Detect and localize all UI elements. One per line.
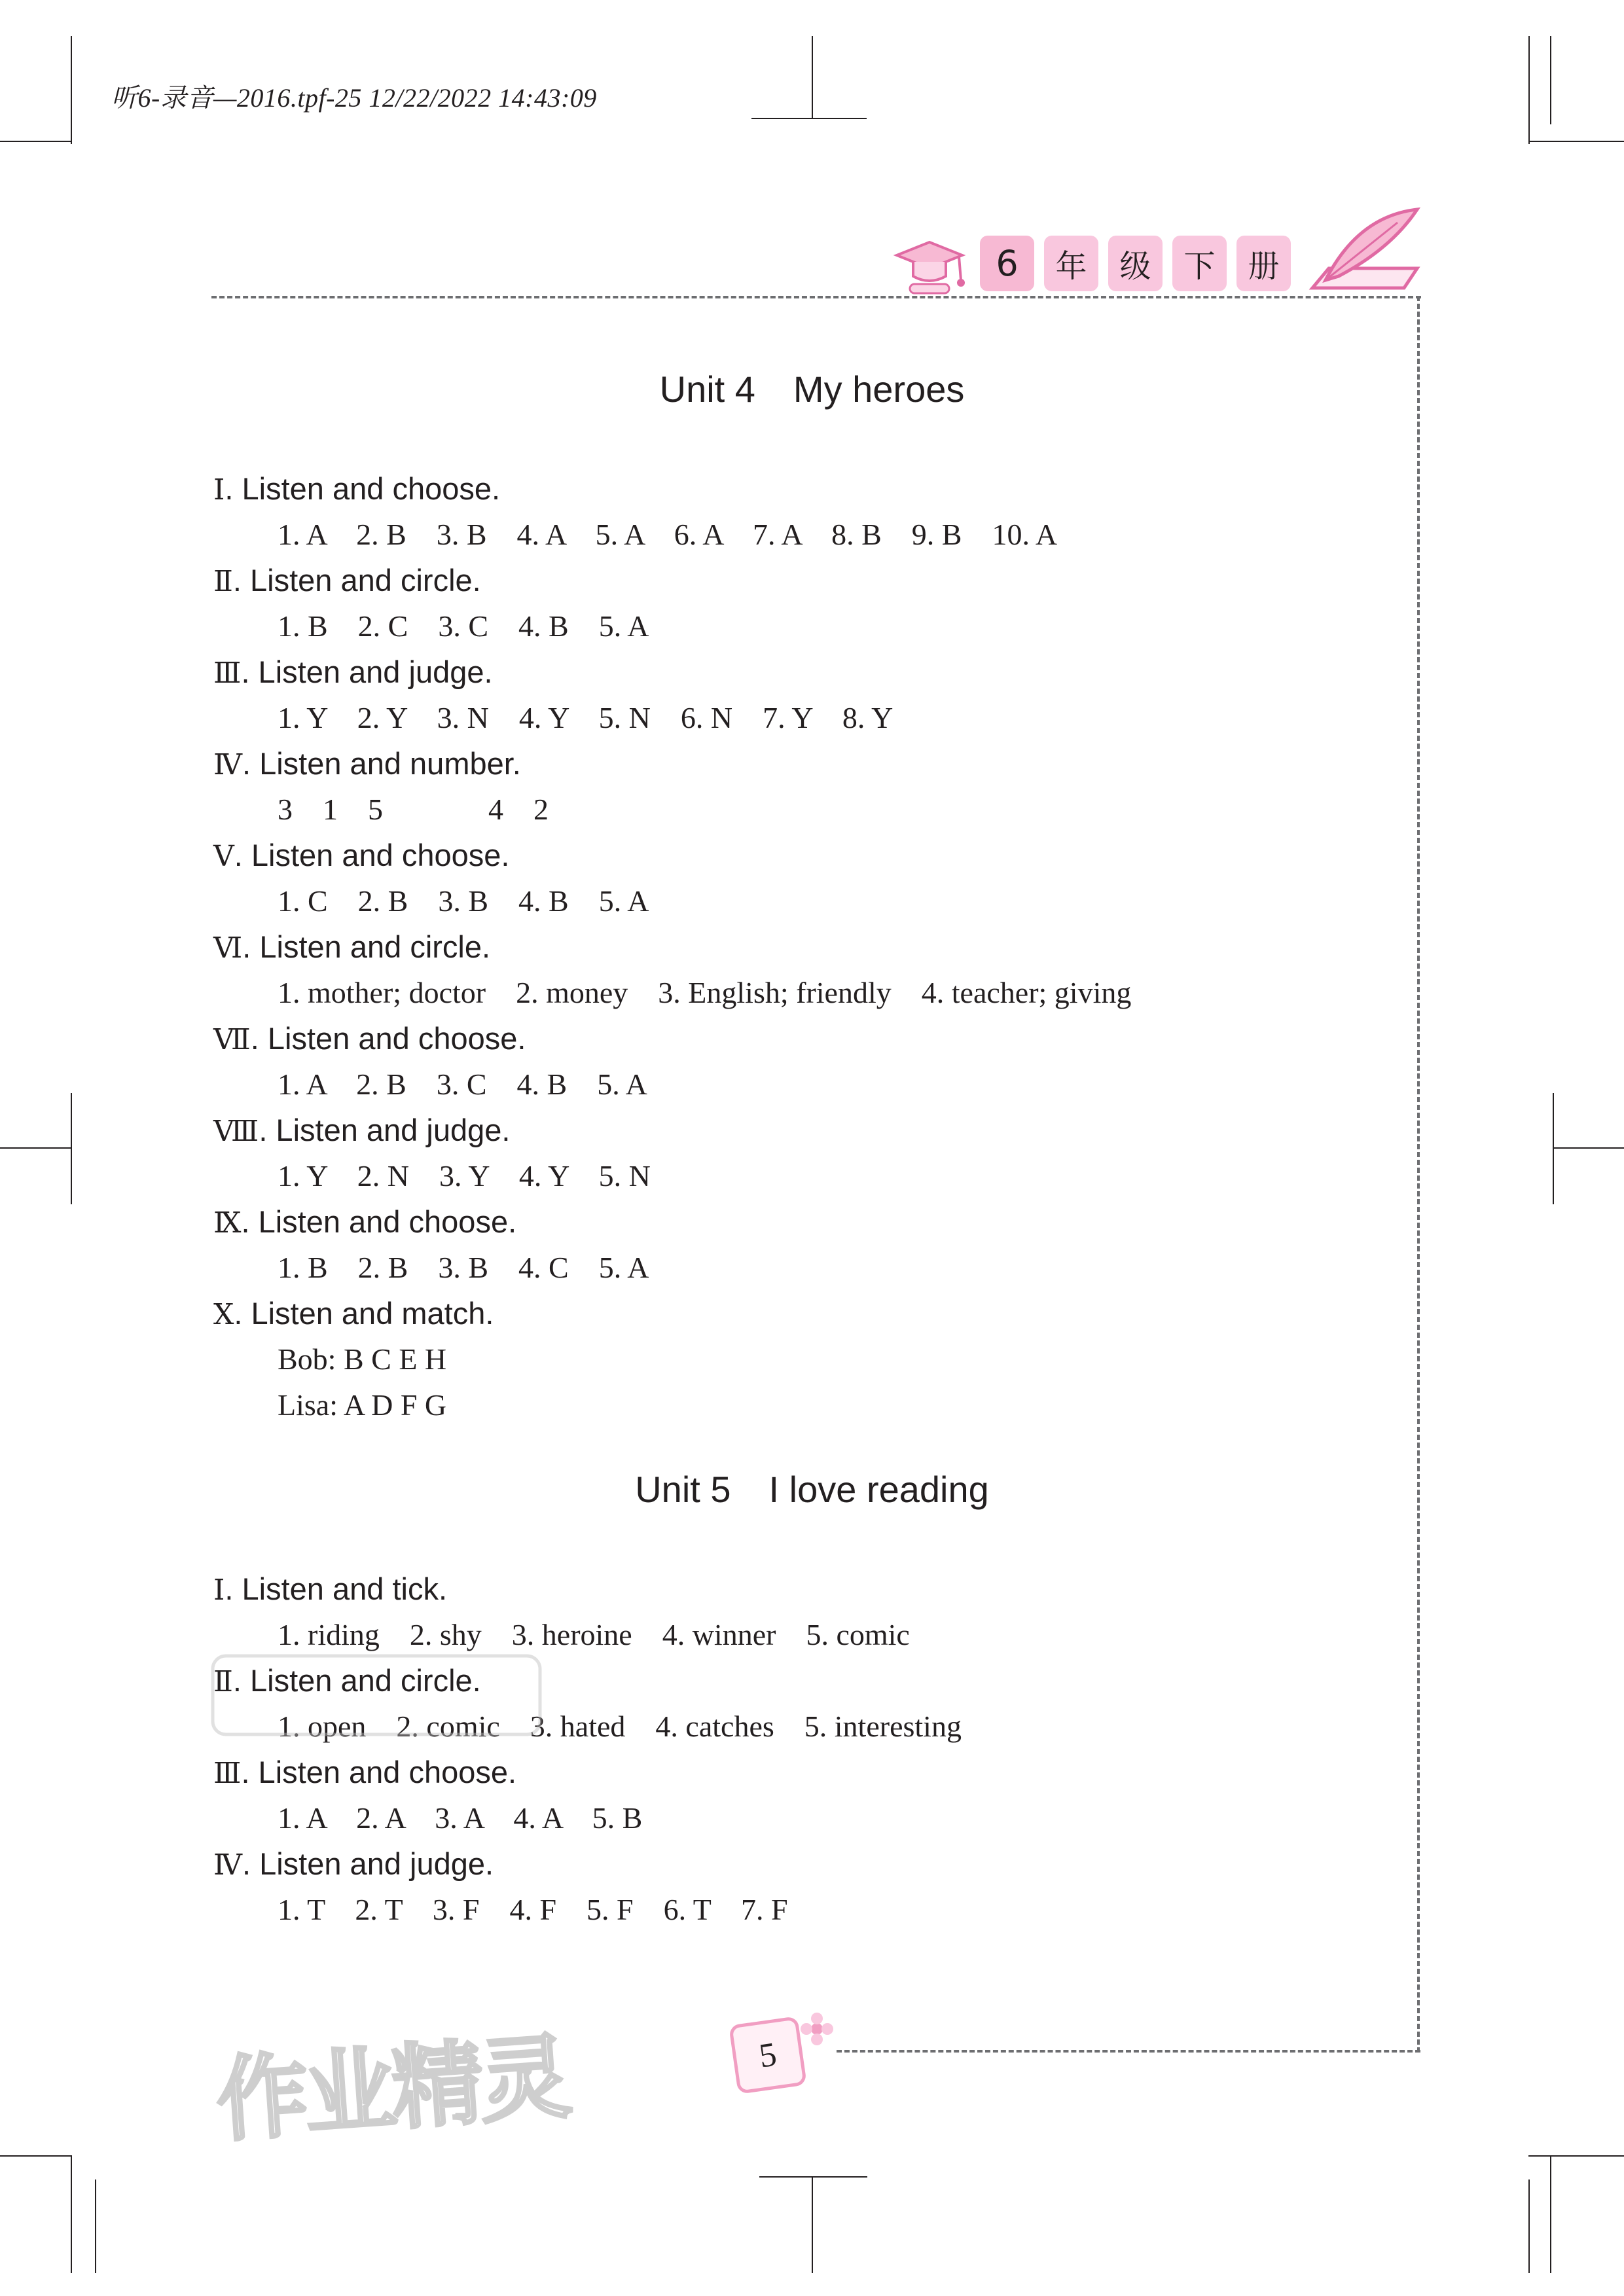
question-heading: [213, 466, 1131, 512]
crop-mark: [751, 118, 867, 119]
unit5-number: Unit 5: [635, 1469, 731, 1510]
crop-mark: [1550, 36, 1551, 124]
question-heading: [213, 924, 1131, 970]
answer-line: 1. A 2. A 3. A 4. A 5. B: [278, 1801, 643, 1835]
roman-numeral: Ⅱ: [213, 565, 233, 598]
crop-mark: [1528, 2155, 1624, 2157]
question-heading: [213, 833, 1131, 878]
instruction: . Listen and tick.: [225, 1571, 448, 1606]
roman-numeral: Ⅳ: [213, 1848, 242, 1882]
unit4-title: [0, 368, 1624, 410]
grade-badge: 级: [1108, 236, 1163, 291]
crop-mark: [1528, 36, 1530, 144]
answer-line: 1. B 2. B 3. B 4. C 5. A: [278, 1251, 649, 1284]
crop-mark: [1550, 2155, 1551, 2273]
roman-numeral: Ⅶ: [213, 1023, 251, 1056]
answer-line: 1. A 2. B 3. B 4. A 5. A 6. A 7. A 8. B 9. B 10. A: [278, 518, 1058, 551]
unit4-name: My heroes: [793, 368, 965, 410]
graduate-cap-icon: [890, 229, 975, 301]
crop-mark: [1553, 1093, 1554, 1204]
flower-icon: [797, 2009, 837, 2049]
watermark-logo: 作业精灵: [213, 2024, 571, 2155]
question-heading: [213, 1566, 962, 1612]
instruction: . Listen and choose.: [241, 1204, 517, 1239]
unit5-name: I love reading: [768, 1469, 989, 1510]
unit5-title: [0, 1468, 1624, 1511]
question-heading: [213, 1199, 1131, 1245]
crop-mark: [1528, 2179, 1530, 2273]
answer-line: 1. open 2. comic 3. hated 4. catches 5. interesting: [278, 1710, 962, 1743]
roman-numeral: Ⅳ: [213, 748, 242, 781]
grade-badge: 下: [1172, 236, 1227, 291]
instruction: . Listen and judge.: [241, 655, 493, 689]
answer-line: 1. A 2. B 3. C 4. B 5. A: [278, 1067, 647, 1101]
roman-numeral: Ⅴ: [213, 840, 234, 873]
page-border-top: [211, 296, 1421, 298]
instruction: . Listen and judge.: [242, 1846, 494, 1881]
crop-mark: [812, 36, 813, 119]
roman-numeral: Ⅸ: [213, 1206, 242, 1240]
question-heading: [213, 558, 1131, 603]
instruction: . Listen and number.: [242, 746, 521, 781]
answer-line: 1. riding 2. shy 3. heroine 4. winner 5. comic: [278, 1618, 910, 1651]
roman-numeral: Ⅲ: [213, 1757, 242, 1790]
instruction: . Listen and choose.: [250, 1021, 526, 1056]
instruction: . Listen and judge.: [259, 1113, 511, 1147]
roman-numeral: Ⅱ: [213, 1665, 233, 1698]
roman-numeral: Ⅰ: [213, 1573, 225, 1607]
grade-badges: [980, 236, 1291, 291]
answer-line: 1. Y 2. N 3. Y 4. Y 5. N: [278, 1159, 651, 1193]
crop-mark: [95, 2179, 96, 2273]
match-answer-lisa: Lisa: A D F G: [278, 1388, 447, 1422]
answer-line: 1. mother; doctor 2. money 3. English; friendly 4. teacher; giving: [278, 976, 1132, 1009]
crop-mark: [1553, 1147, 1624, 1149]
roman-numeral: Ⅵ: [213, 931, 243, 965]
match-answer-bob: Bob: B C E H: [278, 1342, 447, 1376]
instruction: . Listen and match.: [234, 1296, 494, 1331]
question-heading: [213, 1291, 1131, 1336]
roman-numeral: Ⅷ: [213, 1115, 259, 1148]
unit5-answers: [213, 1566, 962, 1933]
crop-mark: [71, 1093, 72, 1204]
crop-mark: [0, 2155, 72, 2157]
roman-numeral: Ⅲ: [213, 656, 242, 690]
page-border-right: [1417, 296, 1420, 2053]
grade-badge: 年: [1044, 236, 1098, 291]
watermark-mid: [206, 1643, 547, 1748]
question-heading: [213, 741, 1131, 787]
question-heading: [213, 1841, 962, 1887]
page-border-bottom: [837, 2050, 1420, 2053]
instruction: . Listen and circle.: [242, 929, 491, 964]
instruction: . Listen and choose.: [234, 838, 510, 872]
question-heading: [213, 649, 1131, 695]
instruction: . Listen and circle.: [232, 563, 481, 598]
roman-numeral: Ⅰ: [213, 473, 225, 507]
crop-mark: [1528, 141, 1624, 142]
crop-mark: [812, 2176, 813, 2273]
grade-number-badge: 6: [980, 236, 1034, 291]
quill-pen-icon: [1299, 203, 1424, 301]
unit4-answers: [213, 466, 1131, 1428]
answer-line: 1. Y 2. Y 3. N 4. Y 5. N 6. N 7. Y 8. Y: [278, 701, 893, 734]
question-heading: [213, 1107, 1131, 1153]
instruction: . Listen and choose.: [241, 1755, 517, 1789]
question-heading: [213, 1016, 1131, 1062]
answer-line: 1. B 2. C 3. C 4. B 5. A: [278, 609, 649, 643]
grade-badge: 册: [1236, 236, 1291, 291]
crop-mark: [71, 36, 72, 144]
answer-line: 1. T 2. T 3. F 4. F 5. F 6. T 7. F: [278, 1893, 788, 1926]
instruction: . Listen and choose.: [225, 471, 501, 506]
unit4-number: Unit 4: [659, 368, 755, 410]
roman-numeral: Ⅹ: [213, 1298, 234, 1331]
crop-mark: [71, 2155, 72, 2273]
question-heading: [213, 1749, 962, 1795]
answer-line: 3 1 5 4 2: [278, 793, 549, 826]
crop-mark: [759, 2176, 867, 2178]
answer-line: 1. C 2. B 3. B 4. B 5. A: [278, 884, 649, 918]
instruction: . Listen and circle.: [232, 1663, 481, 1698]
crop-mark: [0, 1147, 72, 1149]
crop-mark: [0, 141, 72, 142]
file-stamp: 听6-录音—2016.tpf-25 12/22/2022 14:43:09: [111, 83, 597, 113]
page-number: 5: [729, 2016, 807, 2094]
